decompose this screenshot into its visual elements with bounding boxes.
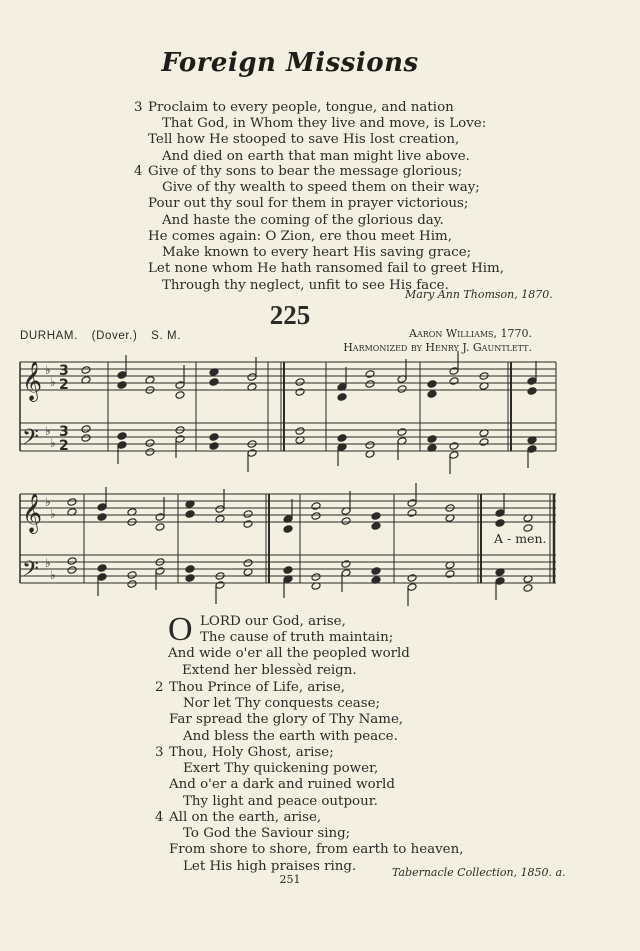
bass-clef-icon: 𝄢 — [22, 425, 39, 455]
flat-sign: ♭ — [45, 495, 51, 509]
stanza-line: And wide o'er all the peopled world — [168, 646, 410, 662]
lower-stanza-1 — [168, 611, 410, 679]
treble-clef-icon: 𝄞 — [22, 361, 43, 401]
stanza-line: And haste the coming of the glorious day. — [162, 212, 444, 228]
clefs-and-signatures — [22, 361, 69, 587]
system1-bass-staff — [20, 423, 556, 451]
notehead — [81, 366, 91, 375]
notehead — [175, 391, 185, 400]
stanza-line: And o'er a dark and ruined world — [169, 777, 395, 793]
notehead — [427, 435, 437, 444]
treble-clef-icon: 𝄞 — [22, 493, 43, 533]
hymn-number: 225 — [269, 300, 311, 330]
notehead — [127, 580, 137, 589]
notehead — [365, 441, 375, 450]
notehead — [445, 570, 455, 579]
stanza-line: Tell how He stooped to save His lost creation, — [148, 132, 460, 148]
stanza-line: Far spread the glory of Thy Name, — [169, 712, 404, 728]
time-signature-3: 3 — [59, 424, 69, 440]
lower-stanza-3 — [155, 745, 395, 810]
notehead — [117, 381, 127, 390]
notehead — [127, 571, 137, 580]
stanza-line: The cause of truth maintain; — [200, 630, 394, 646]
notehead — [527, 387, 537, 396]
stanza-line: To God the Saviour sing; — [183, 826, 351, 842]
notehead — [337, 434, 347, 443]
flat-sign: ♭ — [45, 363, 51, 377]
notehead — [67, 566, 77, 575]
stanza-line: From shore to shore, from earth to heaven, — [169, 842, 464, 858]
notehead — [243, 559, 253, 568]
notehead — [311, 573, 321, 582]
notehead — [341, 560, 351, 569]
notehead — [155, 523, 165, 532]
time-signature-2: 2 — [59, 377, 69, 393]
stanza-line: All on the earth, arise, — [169, 810, 322, 825]
time-signature-2: 2 — [59, 438, 69, 454]
notehead — [341, 517, 351, 526]
notehead — [145, 439, 155, 448]
notehead — [371, 522, 381, 531]
stanza-line: Through thy neglect, unfit to see His face. — [162, 277, 449, 293]
notehead — [97, 564, 107, 573]
stanza-line: Let none whom He hath ransomed fail to greet Him, — [148, 261, 505, 277]
stanza-line: That God, in Whom they live and move, is Love: — [162, 116, 487, 132]
notehead — [209, 378, 219, 387]
notehead — [479, 438, 489, 447]
meter: S. M. — [151, 330, 182, 342]
stanza-line: LORD our God, arise, — [200, 614, 346, 629]
noteheads — [67, 351, 537, 606]
flat-sign: ♭ — [45, 424, 51, 438]
notehead — [295, 427, 305, 436]
flat-sign: ♭ — [50, 375, 56, 389]
notehead — [67, 498, 77, 507]
stanza-line: And died on earth that man might live above. — [162, 148, 470, 164]
stanza-line: Give of thy wealth to speed them on their way; — [162, 180, 480, 196]
notehead — [495, 519, 505, 528]
notehead — [209, 433, 219, 442]
page-number: 251 — [279, 873, 301, 886]
flat-sign: ♭ — [50, 568, 56, 582]
notehead — [243, 520, 253, 529]
notehead — [407, 509, 417, 518]
stanza-line: Pour out thy soul for them in prayer victorious; — [148, 196, 469, 212]
lower-attribution: Tabernacle Collection, 1850. a. — [392, 866, 566, 879]
notehead — [243, 510, 253, 519]
notehead — [365, 380, 375, 389]
stanza-line: Exert Thy quickening power, — [183, 761, 379, 777]
notehead — [365, 370, 375, 379]
notehead — [81, 434, 91, 443]
stanza-line: Nor let Thy conquests cease; — [183, 696, 381, 712]
notehead — [97, 513, 107, 522]
notehead — [185, 565, 195, 574]
system1-treble-staff — [20, 362, 556, 390]
notehead — [371, 512, 381, 521]
tune-name: DURHAM. — [20, 330, 78, 342]
notehead — [371, 567, 381, 576]
notehead — [449, 377, 459, 386]
stanza-line: Thy light and peace outpour. — [183, 793, 378, 809]
notehead — [145, 448, 155, 457]
stanza-line: Thou Prince of Life, arise, — [169, 680, 346, 695]
harmonizer: Harmonized by Henry J. Gauntlett. — [343, 341, 532, 354]
notehead — [311, 512, 321, 521]
stanza-line: And bless the earth with peace. — [183, 728, 398, 744]
notehead — [397, 428, 407, 437]
notehead — [295, 378, 305, 387]
notehead — [283, 525, 293, 534]
notehead — [185, 510, 195, 519]
tune-alt-name: (Dover.) — [91, 330, 138, 342]
stanza-number: 3 — [134, 100, 143, 115]
notehead — [523, 584, 533, 593]
flat-sign: ♭ — [50, 507, 56, 521]
stanza-number: 2 — [155, 680, 164, 695]
section-title: Foreign Missions — [161, 48, 419, 78]
notehead — [67, 557, 77, 566]
staff-lines — [20, 362, 556, 583]
notehead — [397, 385, 407, 394]
system1-barlines — [108, 362, 556, 451]
bass-clef-icon: 𝄢 — [22, 557, 39, 587]
flat-sign: ♭ — [50, 436, 56, 450]
notehead — [81, 425, 91, 434]
notehead — [185, 574, 195, 583]
stanza-line: Make known to every heart His saving grace; — [162, 245, 472, 261]
notehead — [295, 388, 305, 397]
notehead — [311, 502, 321, 511]
notehead — [209, 442, 219, 451]
notehead — [283, 566, 293, 575]
stanza-number: 3 — [155, 745, 164, 760]
stanza-number: 4 — [134, 164, 143, 179]
amen-text: A - men. — [494, 531, 547, 546]
composer: Aaron Williams, 1770. — [409, 327, 532, 340]
notehead — [449, 442, 459, 451]
stanza-line: He comes again: O Zion, ere thou meet Him, — [148, 229, 452, 244]
lower-stanza-2 — [155, 680, 403, 745]
notehead — [337, 393, 347, 402]
flat-sign: ♭ — [45, 556, 51, 570]
stanza-line: Proclaim to every people, tongue, and nation — [148, 100, 454, 115]
drop-cap: O — [168, 611, 193, 648]
stanza-line: Give of thy sons to bear the message glorious; — [148, 164, 463, 179]
time-signature-3: 3 — [59, 363, 69, 379]
stanza-line: Let His high praises ring. — [183, 858, 357, 874]
notehead — [427, 380, 437, 389]
upper-attribution: Mary Ann Thomson, 1870. — [405, 288, 553, 301]
stanza-line: Extend her blessèd reign. — [182, 662, 357, 678]
notehead — [407, 574, 417, 583]
stanza-line: Thou, Holy Ghost, arise; — [169, 745, 334, 760]
stanza-number: 4 — [155, 810, 164, 825]
notehead — [117, 432, 127, 441]
notehead — [427, 390, 437, 399]
